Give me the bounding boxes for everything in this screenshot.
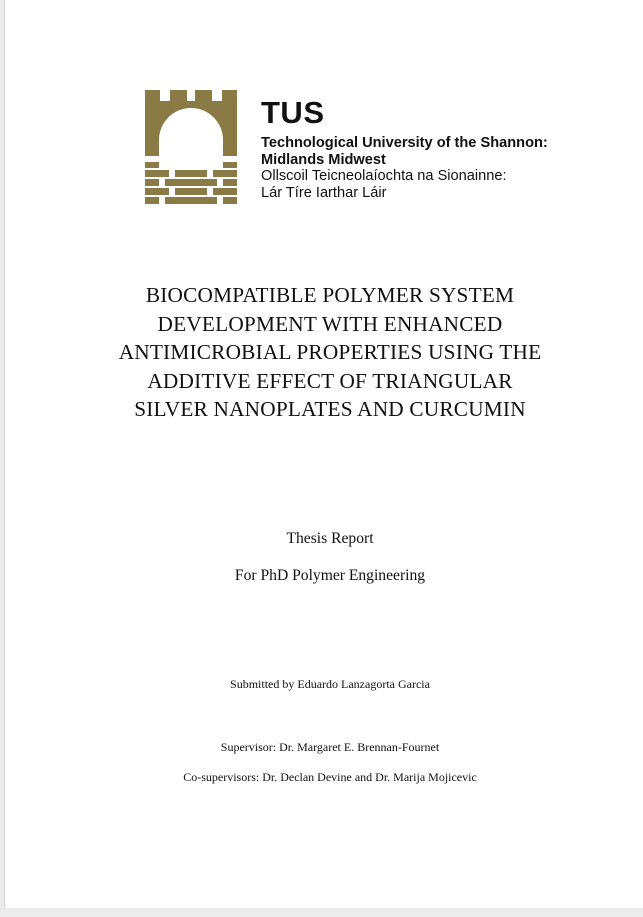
thesis-title-line: BIOCOMPATIBLE POLYMER SYSTEM bbox=[145, 283, 515, 307]
institution-name-en-line1: Technological University of the Shannon: bbox=[261, 135, 548, 151]
viewer-background-strip bbox=[0, 908, 643, 917]
degree-program: For PhD Polymer Engineering bbox=[234, 567, 426, 584]
thesis-title-line: SILVER NANOPLATES AND CURCUMIN bbox=[134, 397, 526, 422]
institution-name-ga-line2: Lár Tíre Iarthar Láir bbox=[261, 184, 387, 201]
document-page bbox=[4, 0, 643, 908]
institution-name-block bbox=[261, 96, 548, 201]
institution-acronym: TUS bbox=[261, 95, 325, 130]
thesis-title-line: ADDITIVE EFFECT OF TRIANGULAR bbox=[147, 368, 513, 393]
supervisor-line: Supervisor: Dr. Margaret E. Brennan-Fournet bbox=[220, 740, 440, 754]
author-line: Submitted by Eduardo Lanzagorta Garcia bbox=[230, 677, 430, 691]
thesis-title-line: ANTIMICROBIAL PROPERTIES USING THE bbox=[118, 340, 542, 365]
thesis-title-line: DEVELOPMENT WITH ENHANCED bbox=[157, 311, 503, 336]
institution-name-en-line2: Midlands Midwest bbox=[261, 151, 386, 168]
thesis-title bbox=[45, 281, 615, 424]
report-type: Thesis Report bbox=[286, 530, 374, 547]
institution-name-ga-line1: Ollscoil Teicneolaíochta na Sionainne: bbox=[261, 168, 507, 184]
tus-castle-logo-icon bbox=[145, 90, 237, 210]
cosupervisors-line: Co-supervisors: Dr. Declan Devine and Dr. Marija Mojicevic bbox=[183, 770, 477, 784]
